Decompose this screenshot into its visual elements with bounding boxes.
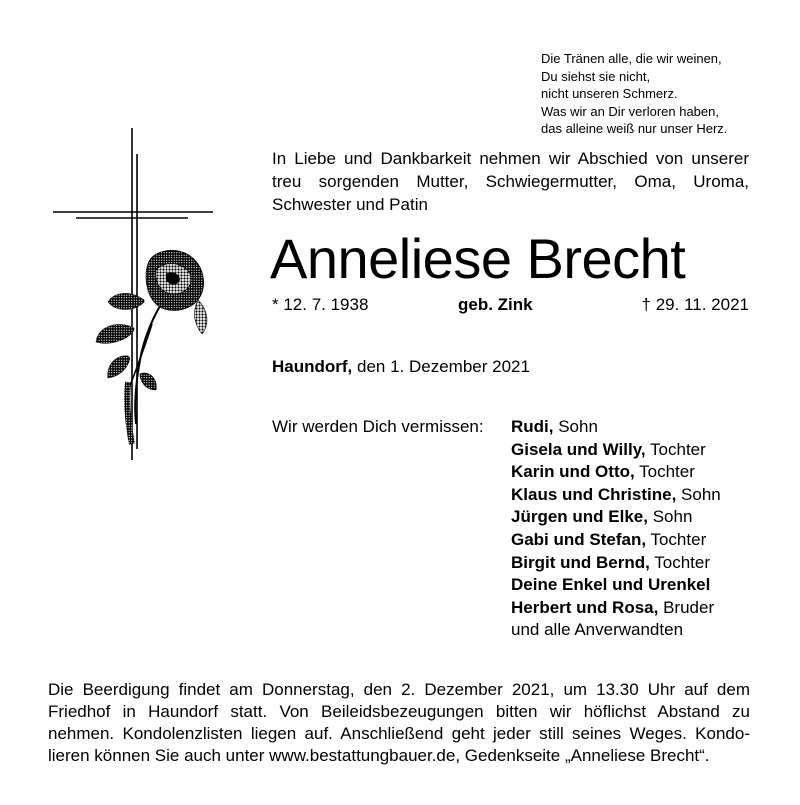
funeral-line: Die Beerdigung findet am Donnerstag, den 2. Dezember 2021, um 13.30 Uhr auf dem — [48, 680, 750, 699]
poem-line: Die Tränen alle, die wir weinen, — [541, 51, 722, 66]
place-date-line — [272, 356, 530, 378]
list-item: Deine Enkel und Urenkel — [511, 575, 711, 595]
list-item: Rudi, Sohn — [511, 417, 598, 436]
funeral-line: lieren können Sie auch unter www.bestattungbauer.de, Gedenkseite „Anneliese Brecht“. — [48, 746, 710, 765]
list-item: Gabi und Stefan, Tochter — [511, 529, 707, 549]
intro-line: Schwester und Patin — [272, 195, 428, 214]
deceased-name: Anneliese Brecht — [270, 227, 686, 290]
survivors-label: Wir werden Dich vermissen: — [272, 417, 484, 436]
list-item: Klaus und Christine, Sohn — [511, 484, 721, 504]
funeral-info — [48, 679, 750, 767]
cross-with-rose-illustration — [48, 124, 218, 464]
list-item: Gisela und Willy, Tochter — [511, 439, 706, 459]
intro-text — [272, 147, 749, 216]
intro-line: treu sorgenden Mutter, Schwiegermutter, Oma, Uroma, — [272, 172, 749, 191]
rose-icon — [96, 250, 207, 444]
list-item: Jürgen und Elke, Sohn — [511, 507, 693, 527]
place: Haundorf, — [272, 357, 353, 376]
death-date: † 29. 11. 2021 — [641, 295, 749, 314]
life-dates — [272, 294, 749, 318]
survivors-list — [511, 416, 721, 642]
date: den 1. Dezember 2021 — [352, 357, 530, 376]
poem-line: nicht unseren Schmerz. — [541, 86, 678, 101]
intro-line: In Liebe und Dankbarkeit nehmen wir Abschied von unserer — [272, 149, 749, 168]
poem — [541, 50, 781, 138]
funeral-line: nehmen. Kondolenzlisten liegen auf. Anschließend geht jeder still seines Weges. Kondo- — [48, 724, 750, 743]
maiden-name: geb. Zink — [458, 295, 533, 314]
funeral-line: Friedhof in Haundorf statt. Von Beileidsbezeugungen bitten wir höflichst Abstand zu — [48, 702, 750, 721]
list-item: Herbert und Rosa, Bruder — [511, 597, 715, 617]
list-item: und alle Anverwandten — [511, 620, 684, 640]
poem-line: Du siehst sie nicht, — [541, 68, 651, 84]
birth-date: * 12. 7. 1938 — [272, 295, 369, 314]
list-item: Karin und Otto, Tochter — [511, 462, 695, 482]
list-item: Birgit und Bernd, Tochter — [511, 552, 710, 572]
poem-line: Was wir an Dir verloren haben, — [541, 103, 719, 119]
poem-line: das alleine weiß nur unser Herz. — [541, 121, 728, 136]
